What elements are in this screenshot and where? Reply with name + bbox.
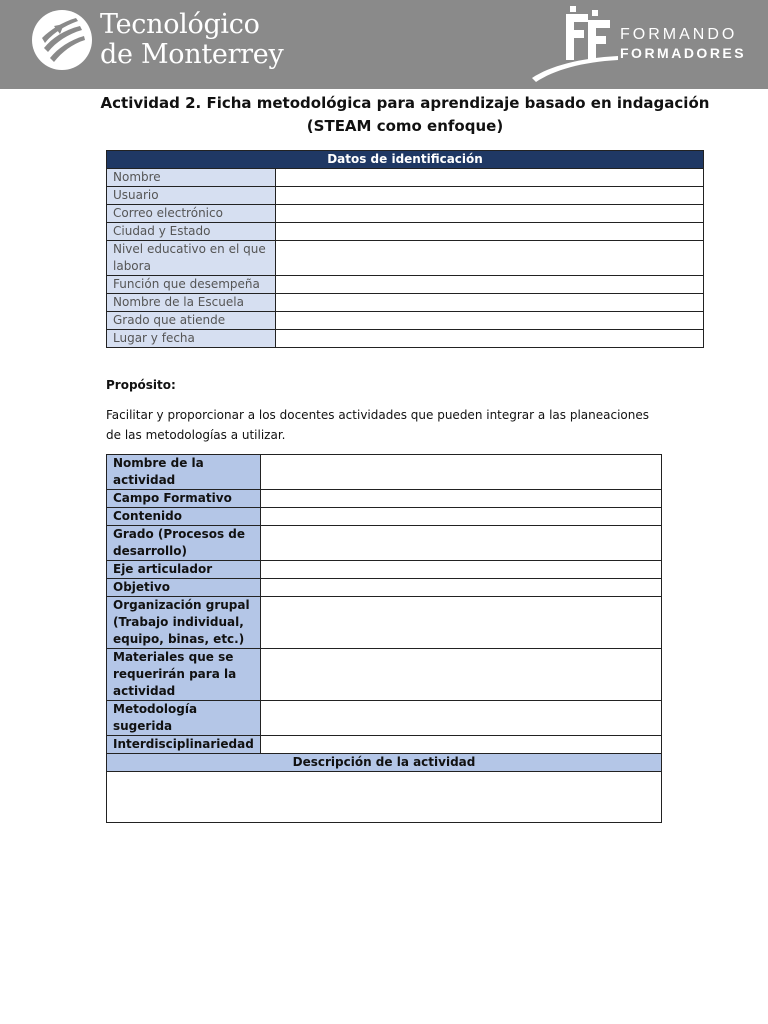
table-row — [107, 649, 662, 701]
field-label: Objetivo — [107, 579, 261, 597]
table-row — [107, 526, 662, 561]
nivel-educativo-field[interactable] — [276, 241, 704, 276]
nombre-actividad-field[interactable] — [260, 455, 661, 490]
identification-table-header: Datos de identificación — [107, 151, 704, 169]
table-row — [107, 754, 662, 772]
table-row — [107, 597, 662, 649]
funcion-field[interactable] — [276, 276, 704, 294]
field-label: Nivel educativo en el que labora — [107, 241, 276, 276]
table-row — [107, 276, 704, 294]
table-row — [107, 579, 662, 597]
field-label: Usuario — [107, 187, 276, 205]
proposito-heading: Propósito: — [106, 378, 176, 392]
field-label: Nombre de la Escuela — [107, 294, 276, 312]
field-label: Grado (Procesos de desarrollo) — [107, 526, 261, 561]
contenido-field[interactable] — [260, 508, 661, 526]
table-row — [107, 701, 662, 736]
field-label: Metodología sugerida — [107, 701, 261, 736]
identification-table — [106, 150, 704, 348]
table-row — [107, 205, 704, 223]
field-label: Función que desempeña — [107, 276, 276, 294]
table-row — [107, 223, 704, 241]
email-field[interactable] — [276, 205, 704, 223]
eje-articulador-field[interactable] — [260, 561, 661, 579]
proposito-text: Facilitar y proporcionar a los docentes actividades que pueden integrar a las planeaciones de las metodologías a utilizar. — [106, 408, 649, 442]
lugar-fecha-field[interactable] — [276, 330, 704, 348]
field-label: Organización grupal (Trabajo individual, equipo, binas, etc.) — [107, 597, 261, 649]
field-label: Interdisciplinariedad — [107, 736, 261, 754]
table-row — [107, 241, 704, 276]
metodologia-field[interactable] — [260, 701, 661, 736]
nombre-field[interactable] — [276, 169, 704, 187]
table-row — [107, 772, 662, 823]
table-row — [107, 561, 662, 579]
field-label: Nombre — [107, 169, 276, 187]
ciudad-estado-field[interactable] — [276, 223, 704, 241]
field-label: Nombre de la actividad — [107, 455, 261, 490]
page-title: Actividad 2. Ficha metodológica para aprendizaje basado en indagación (STEAM como enfoque) — [100, 94, 710, 135]
field-label: Correo electrónico — [107, 205, 276, 223]
brand-line-1: Tecnológico — [100, 9, 260, 40]
grado-field[interactable] — [276, 312, 704, 330]
field-label: Grado que atiende — [107, 312, 276, 330]
table-row — [107, 490, 662, 508]
field-label: Ciudad y Estado — [107, 223, 276, 241]
table-row — [107, 508, 662, 526]
table-row — [107, 294, 704, 312]
interdisciplinariedad-field[interactable] — [260, 736, 661, 754]
ff-line-2: FORMADORES — [620, 45, 747, 61]
objetivo-field[interactable] — [260, 579, 661, 597]
campo-formativo-field[interactable] — [260, 490, 661, 508]
usuario-field[interactable] — [276, 187, 704, 205]
table-row — [107, 455, 662, 490]
table-row — [107, 312, 704, 330]
field-label: Eje articulador — [107, 561, 261, 579]
field-label: Lugar y fecha — [107, 330, 276, 348]
table-row — [107, 736, 662, 754]
activity-table — [106, 454, 662, 823]
organizacion-grupal-field[interactable] — [260, 597, 661, 649]
page-header — [0, 0, 768, 89]
field-label: Contenido — [107, 508, 261, 526]
ff-brand-text — [620, 26, 746, 62]
tec-seal-icon — [30, 8, 94, 72]
description-header: Descripción de la actividad — [107, 754, 662, 772]
table-row — [107, 187, 704, 205]
materiales-field[interactable] — [260, 649, 661, 701]
table-row — [107, 330, 704, 348]
brand-line-2: de Monterrey — [100, 39, 284, 70]
brand-name — [100, 10, 283, 70]
table-row — [107, 169, 704, 187]
field-label: Materiales que se requerirán para la actividad — [107, 649, 261, 701]
escuela-field[interactable] — [276, 294, 704, 312]
field-label: Campo Formativo — [107, 490, 261, 508]
ff-logo-icon — [530, 6, 620, 84]
grado-procesos-field[interactable] — [260, 526, 661, 561]
description-field[interactable] — [107, 772, 662, 823]
ff-line-1: FORMANDO — [620, 26, 738, 43]
